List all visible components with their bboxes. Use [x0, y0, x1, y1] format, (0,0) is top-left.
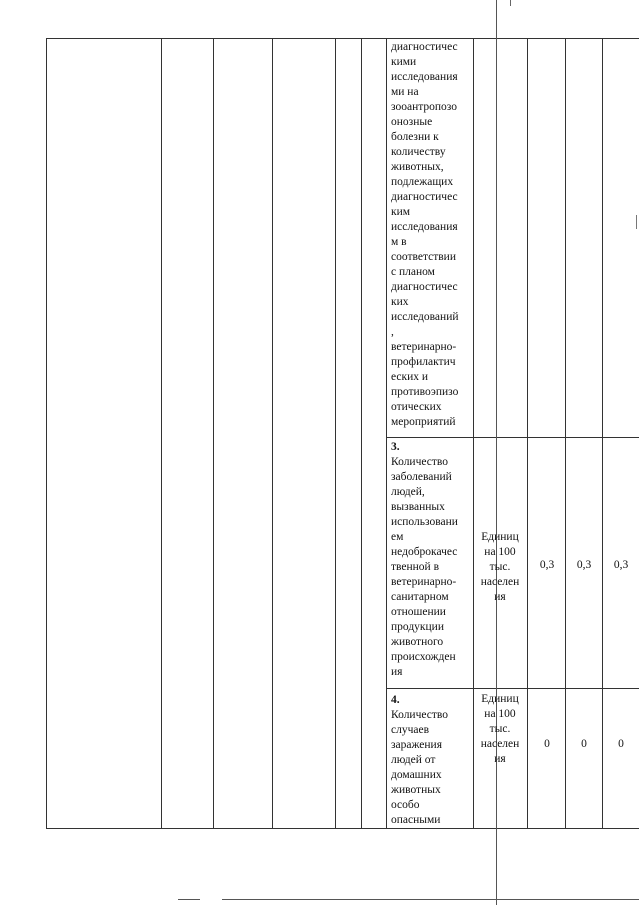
row-3-value-2: 0,3	[576, 559, 592, 571]
column-line-8	[473, 38, 474, 829]
row-4-number-text: 4.	[391, 694, 400, 706]
column-line-2	[161, 38, 162, 829]
scan-mark-bottom	[222, 899, 639, 900]
column-line-11	[602, 38, 603, 829]
row-4-unit: Единиц на 100 тыс. населен ия	[480, 693, 520, 765]
row-2-description: диагностичес кими исследования ми на зооантропозо онозные болезни к количеству животных, подлежащих диагностичес ким исследования м в соответствии с планом диагностичес ких исследований , ветеринарно- профилактич еских и противоэпизо отических мероприятий	[391, 41, 459, 428]
row-4-number	[391, 693, 400, 708]
scan-mark-right	[636, 215, 637, 229]
row-3-value-3: 0,3	[613, 559, 629, 571]
row-4-description: Количество случаев заражения людей от домашних животных особо опасными	[391, 709, 448, 826]
column-line-4	[272, 38, 273, 829]
scan-mark-top	[510, 0, 511, 6]
row-4-value-3: 0	[618, 738, 624, 750]
column-line-6	[361, 38, 362, 829]
column-line-10	[565, 38, 566, 829]
row-4-value-2: 0	[581, 738, 587, 750]
column-line-9	[527, 38, 528, 829]
table-bottom-border	[46, 828, 639, 829]
row-3-number	[391, 440, 400, 455]
column-line-1	[46, 38, 47, 829]
scan-mark-bottom-left	[178, 899, 200, 900]
row-4-value-1: 0	[544, 738, 550, 750]
column-line-5	[335, 38, 336, 829]
table-top-border	[46, 38, 639, 39]
column-line-3	[213, 38, 214, 829]
row-3-value-1: 0,3	[539, 559, 555, 571]
scan-fold-line	[496, 0, 497, 905]
row-3-unit: Единиц на 100 тыс. населен ия	[480, 531, 520, 603]
row-3-description: Количество заболеваний людей, вызванных использовани ем недоброкачес твенной в ветеринарно- санитарном отношении продукции животного происхожден ия	[391, 456, 458, 678]
column-line-7	[386, 38, 387, 829]
row-3-number-text: 3.	[391, 441, 400, 453]
